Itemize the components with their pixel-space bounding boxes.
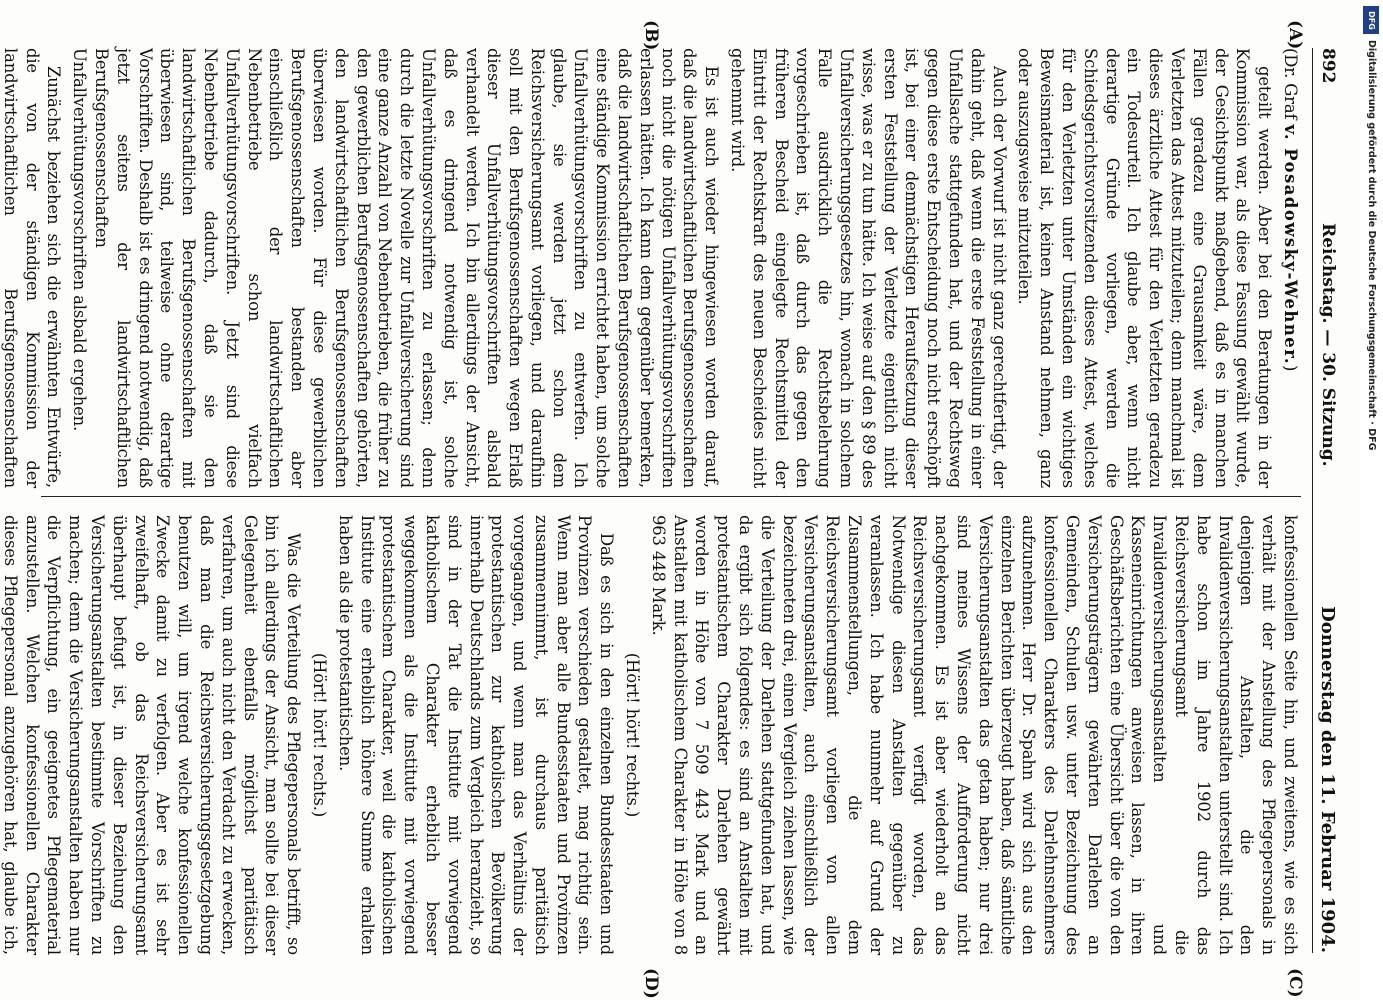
speaker-name: v. Posadowsky-Wehner. [1281,124,1300,366]
paragraph: Auch der Vorwurf ist nicht ganz gerechtfertigt, der dahin geht, daß wenn die erste Feststellung in einer Unfallsache stattgefunden hat, und der Rechtsweg gegen diese erste Entscheidung noch nicht erschöpft ist, bei einer demnächstigen Heraufsetzung dieser ersten Feststellung der Verletzte eigentlich nicht wisse, was er zu tun hätte. Ich weise auf den § 89 des Unfallversicherungsgesetzes hin, wonach in solchem Falle ausdrücklich die Rechtsbelehrung vorgeschrieben ist, daß durch das gegen den früheren Bescheid eingelegte Rechtsmittel der Eintritt der Rechtskraft des neuen Bescheides nicht gehemmt wird. [728,48,1009,488]
header-date: Donnerstag den 11. Februar 1904. [1317,606,1339,953]
paragraph: Es ist auch wieder hingewiesen worden darauf, daß die landwirtschaftlichen Berufsgenossenschaften noch nicht die nötigen Unfallverhütungsvorschriften erlassen hätten. Ich kann dem gegenüber bemerken, daß die landwirtschaftlichen Berufsgenossenschaften eine ständige Kommission errichtet haben, um solche Unfallverhütungsvorschriften zu entwerfen. Ich glaube, sie werden jetzt schon dem Reichsversicherungsamt vorliegen, und daraufhin soll mit den Berufsgenossenschaften wegen Erlaß dieser Unfallverhütungsvorschriften alsbald verhandelt werden. Ich bin allerdings der Ansicht, daß es dringend notwendig ist, solche Unfallverhütungsvorschriften zu erlassen; denn durch die letzte Novelle zur Unfallversicherung sind eine ganze Anzahl von Nebenbetrieben, die früher zu den gewerblichen Berufsgenossenschaften gehörten, den landwirtschaftlichen Berufsgenossenschaften überwiesen worden. Für diese gewerblichen Berufsgenossenschaften bestanden aber einschließlich der landwirtschaftlichen Nebenbetriebe schon vielfach Unfallverhütungsvorschriften. Jetzt sind diese Nebenbetriebe dadurch, daß sie den landwirtschaftlichen Berufsgenossenschaften mit überwiesen sind, teilweise ohne derartige Vorschriften. Deshalb ist es dringend notwendig, daß jetzt seitens der landwirtschaftlichen Berufsgenossenschaften Unfallverhütungsvorschriften alsbald ergehen. [70,48,722,488]
interjection: (Hört! hört! rechts.) [309,652,329,818]
digitization-note: Digitalisierung gefördert durch die Deutsche Forschungsgemeinschaft · DFG [1366,40,1377,451]
column-divider [41,496,1301,497]
paragraph: konfessionellen Seite hin, und zweitens, wie es sich verhält mit der Anstellung des Pflegepersonals in denjenigen Anstalten, die den Invalidenversicherungsanstalten unterstellt sind. Ich habe schon im Jahre 1902 durch das Reichsversicherungsamt die Invalidenversicherungsanstalten und Kasseneinrichtungen anweisen lassen, in ihren Geschäftsberichten eine Übersicht über die von den Versicherungsträgern gewährten Darlehen an Gemeinden, Schulen usw. unter Bezeichnung des konfessionellen Charakters des Darlehnsnehmers aufzunehmen. Herr Dr. Spahn wird sich aus den einzelnen Berichten überzeugt haben, daß sämtliche Versicherungsanstalten das getan haben; nur drei sind meines Wissens der Aufforderung nicht nachgekommen. Es ist aber wiederholt an das Reichsversicherungsamt verfügt worden, das Notwendige diesen Anstalten gegenüber zu veranlassen. Ich habe nunmehr auf Grund der Zusammenstellungen, die dem Reichsversicherungsamt vorliegen von allen Versicherungsanstalten, auch einschließlich der bezeichneten drei, einen Vergleich ziehen lassen, wie die Verteilung der Darlehen stattgefunden hat, und da ergibt sich folgendes: es sind an Anstalten mit protestantischem Charakter Darlehen gewährt worden in Höhe von 7 509 443 Mark und an Anstalten mit katholischem Charakter in Höhe von 8 963 448 Mark. [648,515,1300,955]
interjection: (Hört! hört! rechts.) [623,652,643,818]
margin-letter-b: (B) [641,20,661,51]
page-header [1312,48,1343,953]
paragraph: Zunächst beziehen sich die erwähnten Entwürfe, die von der ständigen Kommission der landwirtschaftlichen Berufsgenossenschaften [0,48,64,488]
speaker-prefix: (Dr. Graf [1281,48,1300,125]
speaker-line [1279,48,1301,488]
left-column [0,48,1301,488]
margin-letter-a: (A) [1285,20,1305,50]
margin-letter-c: (C) [1285,968,1305,998]
margin-letter-d: (D) [641,968,661,999]
header-session: Reichstag. — 30. Sitzung. [1318,223,1338,467]
page-number: 892 [1318,48,1338,84]
speaker-suffix: ) [1281,365,1300,372]
right-column [0,515,1301,955]
paragraph: Was die Verteilung des Pflegepersonals betrifft, so bin ich allerdings der Ansicht, man sollte bei dieser Gelegenheit ebenfalls möglichst paritätisch verfahren, um auch nicht den Verdacht zu erwecken, daß man die Reichsversicherungsgesetzgebung benutzen will, um irgend welche konfessionellen Zwecke damit zu verfolgen. Aber es ist sehr zweifelhaft, ob das Reichsversicherungsamt überhaupt befugt ist, in dieser Beziehung den Versicherungsanstalten bestimmte Vorschriften zu machen; denn die Versicherungsanstalten haben nur die Verpflichtung, ein geeignetes Pflegematerial anzustellen. Welchen konfessionellen Charakter dieses Pflegepersonal anzugehören hat, glaube ich, [0,515,304,955]
paragraph: geteilt werden. Aber bei den Beratungen in der Kommission war, als diese Fassung gewählt wurde, der Gesichtspunkt maßgebend, daß es in manchen Fällen geradezu eine Grausamkeit wäre, dem Verletzten das Attest mitzuteilen; denn manchmal ist dieses ärztliche Attest für den Verletzten geradezu ein Todesurteil. Ich glaube aber, wenn nicht derartige Gründe vorliegen, werden die Schiedsgerichtsvorsitzenden dieses Attest, welches für den Verletzten unter Umständen ein wichtiges Beweismaterial ist, keinen Anstand nehmen, ganz oder auszugsweise mitzuteilen. [1015,48,1275,488]
dfg-logo: DFG [1363,6,1379,34]
paragraph: Daß es sich in den einzelnen Bundesstaaten und Provinzen verschieden gestaltet, mag richtig sein. Wenn man aber alle Bundesstaaten und Provinzen zusammennimmt, ist durchaus paritätisch vorgegangen, und wenn man das Verhältnis der protestantischen zur katholischen Bevölkerung innerhalb Deutschlands zum Vergleich heranzieht, so sind in der Tat die Institute mit vorwiegend katholischem Charakter erheblich besser weggekommen als die Institute mit vorwiegend protestantischem Charakter, weil die katholischen Institute eine erheblich höhere Summe erhalten haben als die protestantischen. [335,515,617,955]
